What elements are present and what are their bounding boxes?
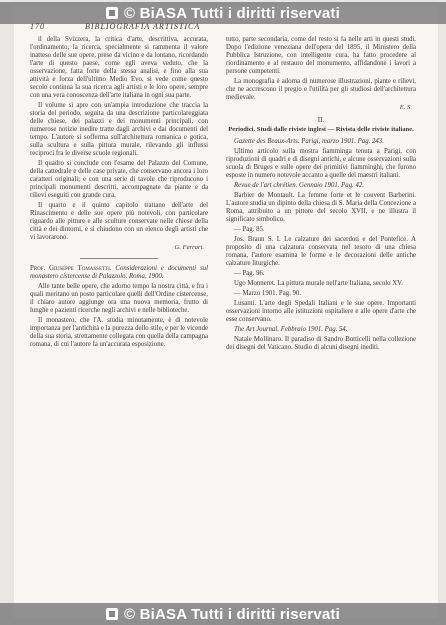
- paragraph: Barbier de Montault. La femme forte et le couvent Barberini. L'autore studia un dipinto della chiesa di S. Maria della Concezione a Roma, attribuito a un pittore del secolo XVII, e ne illustra il significato simbolico.: [226, 192, 416, 223]
- watermark-bottom-text: © BiASA Tutti i diritti riservati: [123, 605, 340, 623]
- page-reference: — Pag. 85.: [234, 226, 265, 233]
- biasa-logo-icon: [106, 608, 118, 620]
- journal-entry: Revue de l'art chrétien. Gennaio 1901. Pag. 42.: [234, 182, 364, 189]
- paragraph: Alle tante belle opere, che adorno tempo la nostra città, e fra i quali meritano un posto particolare quelli dell'Ordine cistercense, il chiaro autore aggiunge ora una nuova memoria, frutto di lunghe e pazienti ricerche negli archivi e nelle biblioteche.: [30, 283, 208, 314]
- divider: [80, 258, 158, 259]
- paragraph: Il monastero, che l'A. studia minutamente, è di notevole importanza per l'antichità e la purezza dello stile, e per le vicende della sua storia, strettamente collegata con quella della campagna romana, di cui l'autore fa un'accurata esposizione.: [30, 317, 208, 348]
- entry-author: Prof. Giuseppe Tomassetti.: [30, 265, 112, 272]
- journal-entry: Gazette des Beaux-Arts. Parigi, marzo 1901. Pag. 243.: [234, 138, 384, 145]
- section-number: II.: [317, 116, 325, 124]
- paragraph: Lusanti. L'arte degli Spedali Italiani e le sue opere. Importanti osservazioni intorno alle istituzioni ospitaliere e alle opere d'arte che esse conservano.: [226, 300, 416, 323]
- running-title: BIBLIOGRAFIA ARTISTICA: [85, 22, 201, 31]
- watermark-top: [0, 2, 446, 24]
- paragraph: Natale Mollinaro. Il paradiso di Sandro Botticelli nella collezione dei disegni del Vaticano. Studio di alcuni disegni inediti.: [226, 336, 416, 351]
- paragraph: il della Svizzera, la critica d'arte, descrittiva, accurata, l'ordinamento, la ricerca, specialmente si rammenta il valore inatteso delle sue opere, prese da vicino e da lontano, ricordando l'arte di questo paese, come egli aveva veduto, che la osservazione, fatta forte della stessa analisi, e fino alla sua attività e forza dell'ultimo Medio Evo, si vede come questo secolo continua la sua ricerca agli artisti e le loro opere, sempre con una vera conoscenza dell'arte italiana in ogni sua parte.: [30, 36, 208, 99]
- paragraph: Ultimo articolo sulla mostra fiamminga tenuta a Parigi, con riproduzioni di quadri e di disegni antichi, e alcune osservazioni sulla scuola di Bruges e sulle opere dei primitivi fiamminghi, che furono esposte in numero notevole accanto a quelle dei maestri italiani.: [226, 148, 416, 179]
- paragraph: Il quarto e il quinto capitolo trattano dell'arte del Rinascimento e delle sue opere più notevoli, con particolare riguardo alle pitture e alle sculture conservate nelle chiese della città e dei dintorni, e si chiudono con un elenco degli artisti che vi lavorarono.: [30, 202, 208, 241]
- watermark-bottom: [0, 603, 446, 625]
- paragraph: Jos. Braun S. I. Le calzature dei sacerdoti e del Pontefice. A proposito di una calzatura conservata nel tesoro di una chiesa romana, l'autore esamina le forme e le decorazioni delle antiche calzature liturgiche.: [226, 236, 416, 267]
- running-header: [30, 22, 420, 34]
- left-column: [30, 36, 208, 596]
- paragraph: Il quadro si conclude con l'esame del Palazzo del Comune, della cattedrale e delle case private, che conservano ancora i loro caratteri originali; e con una serie di tavole che riproducono i principali monumenti descritti, accompagnate da piante e da rilievi eseguiti con grande cura.: [30, 160, 208, 199]
- page-reference: — Pag. 96.: [234, 270, 265, 277]
- paragraph: tutto, parte secondaria, come del resto si fa nelle arti in questi studi. Dopo l'edizione veneziana dell'opera del 1895, il Ministero della Pubblica Istruzione, con intelligente cura, ha fatto procedere al riordinamento e al restauro del monumento, affidandone i lavori a persone competenti.: [226, 36, 416, 75]
- paragraph: La monografia è adorna di numerose illustrazioni, piante e rilievi, che ne accrescono il pregio e l'utilità per gli studiosi dell'architettura medievale.: [226, 78, 416, 101]
- page-number: 170: [30, 22, 45, 31]
- watermark-top-text: © BiASA Tutti i diritti riservati: [123, 4, 340, 22]
- biasa-logo-icon: [106, 7, 118, 19]
- paragraph: Ugo Monneret. La pittura murale nell'arte Italiana, secolo XV.: [234, 280, 403, 287]
- signature: G. Ferrari.: [174, 244, 204, 251]
- signature: E. S.: [399, 104, 412, 111]
- journal-entry: The Art Journal. Febbraio 1901. Pag. 54.: [234, 326, 348, 333]
- entry-title: Considerazioni e documenti sul monastero cistercense di Palazzolo. Roma, 1900.: [30, 265, 208, 280]
- paragraph: Il volume si apre con un'ampia introduzione che traccia la storia del periodo, seguita da una descrizione particolareggiata delle chiese, dei palazzi e dei monumenti principali, con numerose notizie inedite tratte dagli archivi e dai documenti del tempo. L'autore si sofferma sull'architettura romanica e gotica, sulla scultura e sulla pittura murale, rilevando gli influssi reciproci fra le diverse scuole regionali.: [30, 102, 208, 157]
- review-entry: [30, 265, 208, 281]
- page-reference: — Marzo 1901. Pag. 90.: [234, 290, 302, 297]
- right-column: [226, 36, 416, 596]
- section-heading: Periodici. Studi dalle riviste inglesi — Rivista delle riviste italiane.: [228, 126, 414, 133]
